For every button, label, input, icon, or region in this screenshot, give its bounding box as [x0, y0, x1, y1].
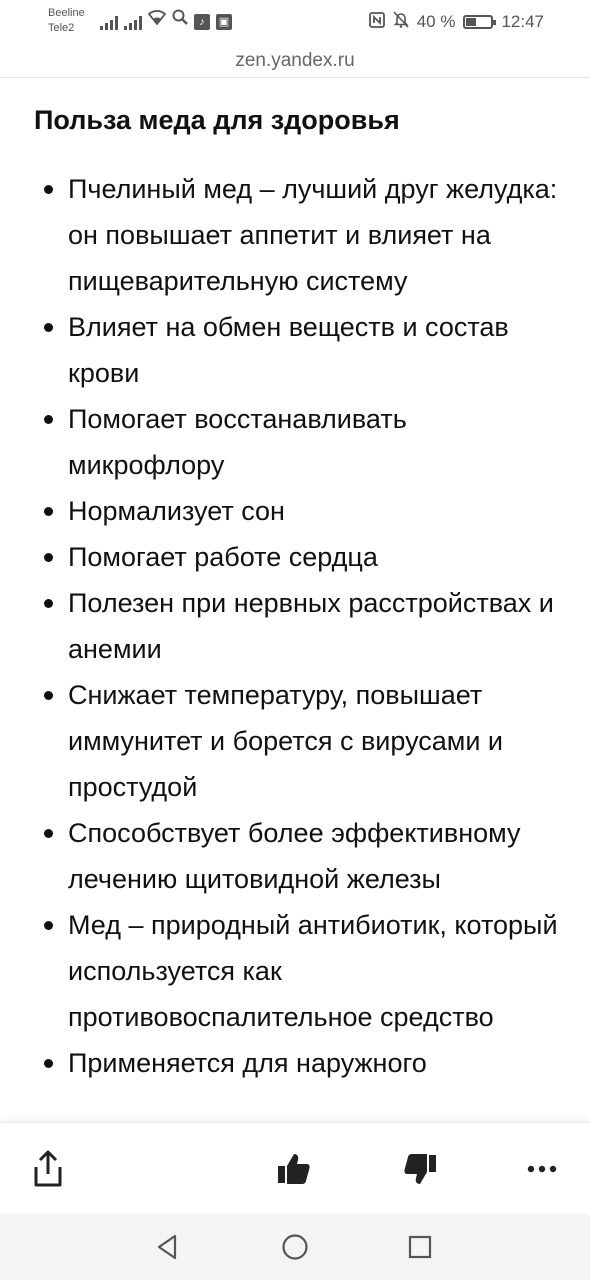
back-icon: [153, 1232, 183, 1262]
nfc-icon: [369, 12, 385, 33]
action-bar: [0, 1122, 590, 1214]
bullet-icon: [44, 691, 53, 700]
url-bar[interactable]: [0, 44, 590, 78]
list-item-text: Полезен при нервных расстройствах и анемии: [68, 588, 554, 664]
list-item-text: Нормализует сон: [68, 496, 285, 526]
bullet-icon: [44, 599, 53, 608]
list-item: [0, 672, 590, 810]
list-item: [0, 810, 590, 902]
benefits-list: [0, 166, 590, 1086]
list-item: [0, 902, 590, 1040]
bullet-icon: [44, 553, 53, 562]
list-item: [0, 396, 590, 488]
recent-apps-icon: [405, 1232, 435, 1262]
mute-icon: [393, 11, 409, 33]
signal-icon: [100, 14, 118, 30]
wifi-icon: [148, 9, 166, 30]
notification-icon: ▣: [216, 14, 232, 30]
battery-icon: [463, 15, 493, 29]
bullet-icon: [44, 829, 53, 838]
signal-icon: [124, 14, 142, 30]
article-title: Польза меда для здоровья: [34, 105, 400, 135]
music-icon: ♪: [194, 14, 210, 30]
thumbs-down-icon: [400, 1149, 440, 1189]
list-item-text: Помогает работе сердца: [68, 542, 378, 572]
bullet-icon: [44, 1059, 53, 1068]
list-item-text: Мед – природный антибиотик, который используется как противовоспалительное средство: [68, 910, 558, 1032]
more-options-button[interactable]: [518, 1145, 566, 1193]
search-icon: [172, 9, 188, 30]
status-right: [369, 11, 544, 33]
carrier-2: Tele2: [48, 22, 75, 34]
list-item: [0, 580, 590, 672]
list-item: [0, 304, 590, 396]
list-item-text: Снижает температуру, повышает иммунитет и борется с вирусами и простудой: [68, 680, 504, 802]
home-button[interactable]: [275, 1227, 315, 1267]
navigation-bar: [0, 1214, 590, 1280]
list-item-text: Пчелиный мед – лучший друг желудка: он повышает аппетит и влияет на пищеварительную систему: [68, 174, 558, 296]
dislike-button[interactable]: [396, 1145, 444, 1193]
status-left-icons: [100, 12, 232, 30]
list-item: [0, 488, 590, 534]
article: [0, 100, 590, 1120]
carrier-names: [48, 6, 85, 36]
back-button[interactable]: [148, 1227, 188, 1267]
bullet-icon: [44, 921, 53, 930]
bullet-icon: [44, 185, 53, 194]
share-button[interactable]: [24, 1145, 72, 1193]
status-bar: [0, 0, 590, 44]
thumbs-up-icon: [274, 1149, 314, 1189]
bullet-icon: [44, 507, 53, 516]
list-item: [0, 1040, 590, 1086]
list-item: [0, 534, 590, 580]
clock: 12:47: [501, 12, 544, 31]
battery-percent: 40 %: [416, 12, 456, 31]
like-button[interactable]: [270, 1145, 318, 1193]
home-icon: [280, 1232, 310, 1262]
share-icon: [28, 1149, 68, 1189]
list-item-text: Применяется для наружного: [68, 1048, 427, 1078]
recent-apps-button[interactable]: [400, 1227, 440, 1267]
list-item-text: Способствует более эффективному лечению щитовидной железы: [68, 818, 521, 894]
bullet-icon: [44, 415, 53, 424]
carrier-1: Beeline: [48, 7, 85, 19]
more-icon: [522, 1149, 562, 1189]
url-text[interactable]: zen.yandex.ru: [235, 50, 355, 71]
list-item-text: Помогает восстанавливать микрофлору: [68, 404, 407, 480]
bullet-icon: [44, 323, 53, 332]
list-item: [0, 166, 590, 304]
list-item-text: Влияет на обмен веществ и состав крови: [68, 312, 509, 388]
